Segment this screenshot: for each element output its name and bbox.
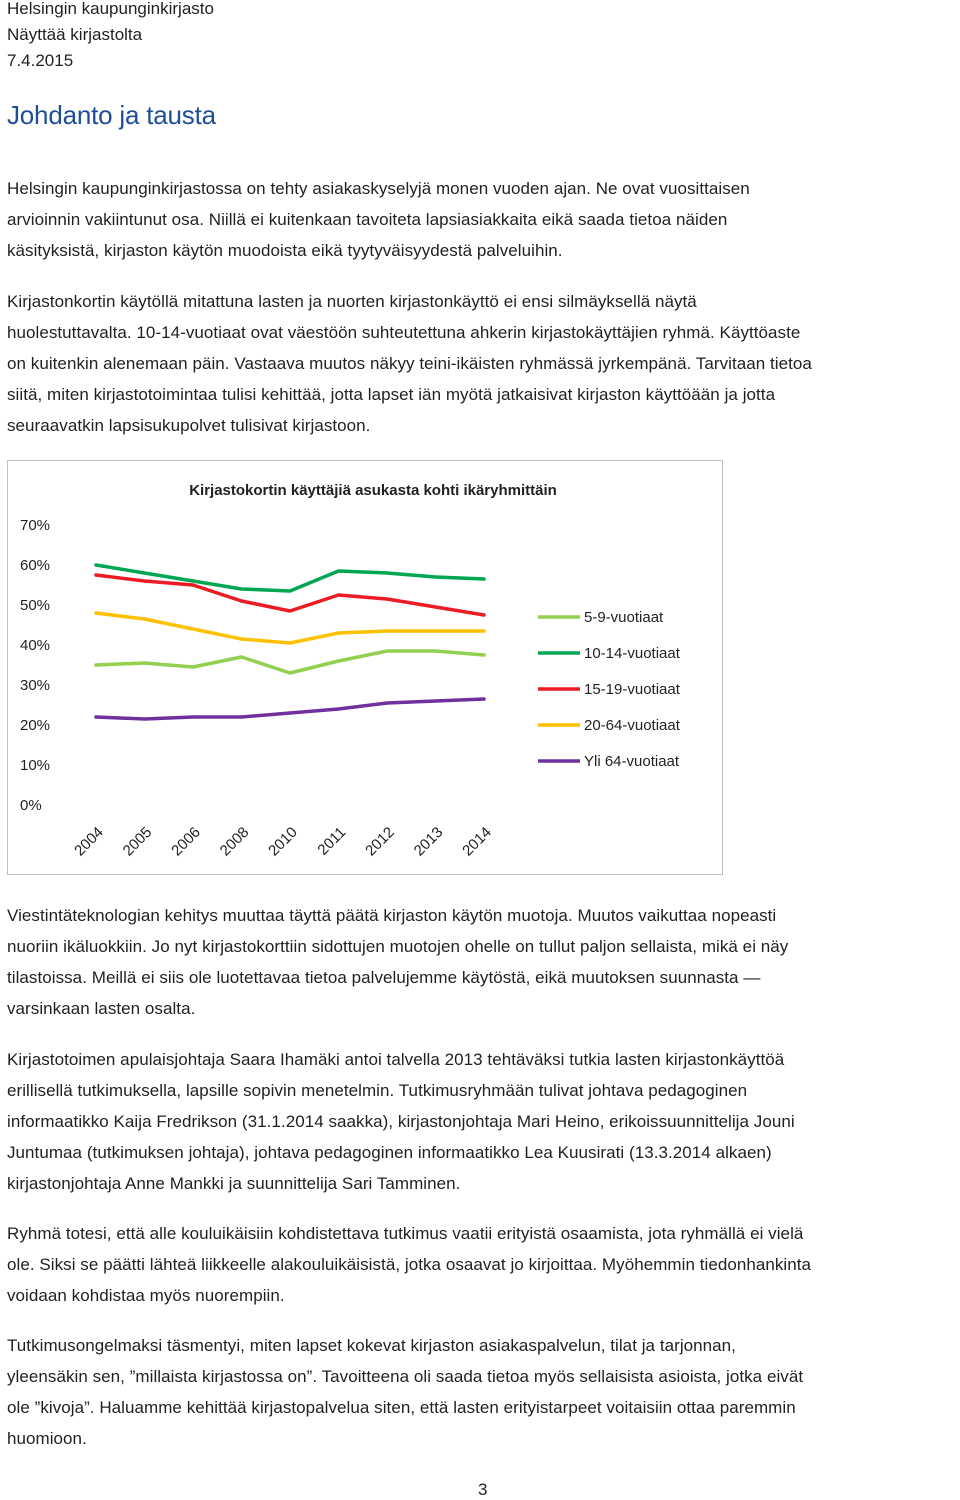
data-point	[434, 649, 437, 652]
data-point	[482, 577, 485, 580]
data-point	[143, 617, 146, 620]
data-point	[288, 711, 291, 714]
data-point	[143, 579, 146, 582]
data-point	[385, 571, 388, 574]
text-line: Tutkimusongelmaksi täsmentyi, miten lapset kokevat kirjaston asiakaspalvelun, tilat ja tarjonnan,	[7, 1336, 736, 1355]
paragraph-intro	[7, 173, 957, 266]
data-point	[240, 655, 243, 658]
data-point	[434, 629, 437, 632]
x-tick-label: 2012	[362, 823, 398, 860]
text-line: yleensäkin sen, ”millaista kirjastossa on”. Tavoitteena oli saada tietoa myös sellaisista asioista, jotka eivät	[7, 1367, 804, 1386]
data-point	[240, 637, 243, 640]
data-point	[434, 699, 437, 702]
series-line	[96, 699, 484, 719]
y-tick-label: 40%	[20, 637, 51, 654]
text-line: varsinkaan lasten osalta.	[7, 999, 196, 1018]
data-point	[337, 659, 340, 662]
text-line: informaatikko Kaija Fredrikson (31.1.2014 saakka), kirjastonjohtaja Mari Heino, erikoissuunnittelija Jouni	[7, 1112, 795, 1131]
text-line: siitä, miten kirjastotoimintaa tulisi kehittää, jotta lapset iän myötä jatkaisivat kirjaston käyttöään ja jotta	[7, 385, 776, 404]
paragraph-research-problem	[7, 1330, 957, 1454]
header-subtitle: Näyttää kirjastolta	[7, 25, 143, 44]
line-chart	[8, 461, 724, 876]
text-line: ole ”kivoja”. Haluamme kehittää kirjastopalvelua siten, että lasten erityistarpeet voitaisiin ottaa paremmin	[7, 1398, 796, 1417]
x-tick-label: 2008	[216, 823, 253, 860]
text-line: ole. Siksi se päätti lähteä liikkeelle alakouluikäisistä, jotka osaavat jo kirjoittaa. Myöhemmin tiedonhankinta	[7, 1255, 812, 1274]
section-title: Johdanto ja tausta	[7, 100, 216, 130]
series-line	[96, 613, 484, 643]
data-point	[240, 715, 243, 718]
text-line: arvioinnin vakiintunut osa. Niillä ei kuitenkaan tavoiteta lapsiasiakkaita eikä saada tietoa näiden	[7, 210, 728, 229]
header-org: Helsingin kaupunginkirjasto	[7, 0, 214, 18]
data-point	[385, 649, 388, 652]
data-point	[94, 611, 97, 614]
series-line	[96, 651, 484, 673]
legend-label: 5-9-vuotiaat	[584, 609, 664, 626]
paragraph-target-group	[7, 1218, 957, 1311]
y-tick-label: 30%	[20, 677, 51, 694]
text-line: käsityksistä, kirjaston käytön muodoista eikä tyytyväisyydestä palveluihin.	[7, 241, 563, 260]
text-line: voidaan kohdistaa myös nuorempiin.	[7, 1286, 285, 1305]
paragraph-library-card	[7, 286, 957, 441]
y-tick-label: 70%	[20, 517, 51, 534]
data-point	[385, 701, 388, 704]
legend-label: Yli 64-vuotiaat	[584, 753, 680, 770]
data-point	[288, 589, 291, 592]
y-tick-label: 0%	[20, 797, 42, 814]
text-line: huolestuttavalta. 10-14-vuotiaat ovat väestöön suhteutettuna ahkerin kirjastokäyttäjien ryhmä. Käyttöaste	[7, 323, 801, 342]
text-line: on kuitenkin alenemaan päin. Vastaava muutos näkyy teini-ikäisten ryhmässä jyrkempänä. Tarvitaan tietoa	[7, 354, 812, 373]
text-line: tilastoissa. Meillä ei siis ole luotettavaa tietoa palvelujemme käytöstä, eikä muutoksen suunnasta —	[7, 968, 761, 987]
data-point	[94, 563, 97, 566]
data-point	[337, 593, 340, 596]
data-point	[482, 697, 485, 700]
data-point	[434, 575, 437, 578]
x-tick-label: 2006	[168, 823, 204, 860]
data-point	[191, 579, 194, 582]
x-tick-label: 2004	[71, 823, 107, 860]
text-line: Kirjastotoimen apulaisjohtaja Saara Ihamäki antoi talvella 2013 tehtäväksi tutkia lasten kirjastonkäyttöä	[7, 1050, 785, 1069]
y-tick-label: 20%	[20, 717, 51, 734]
text-line: seuraavatkin lapsisukupolvet tulisivat kirjastoon.	[7, 416, 371, 435]
data-point	[385, 597, 388, 600]
data-point	[191, 715, 194, 718]
header-date: 7.4.2015	[7, 51, 74, 70]
paragraph-technology	[7, 900, 957, 1024]
data-point	[143, 571, 146, 574]
x-tick-label: 2005	[119, 823, 156, 860]
x-tick-label: 2014	[459, 823, 495, 860]
data-point	[482, 629, 485, 632]
chart-title: Kirjastokortin käyttäjiä asukasta kohti ikäryhmittäin	[189, 482, 557, 499]
data-point	[288, 671, 291, 674]
text-line: Helsingin kaupunginkirjastossa on tehty asiakaskyselyjä monen vuoden ajan. Ne ovat vuosittaisen	[7, 179, 750, 198]
data-point	[385, 629, 388, 632]
data-point	[337, 707, 340, 710]
data-point	[482, 613, 485, 616]
data-point	[337, 569, 340, 572]
x-tick-label: 2013	[410, 823, 447, 860]
data-point	[482, 653, 485, 656]
text-line: Ryhmä totesi, että alle kouluikäisiin kohdistettava tutkimus vaatii erityistä osaamista, jota ryhmällä ei vielä	[7, 1224, 804, 1243]
text-line: nuoriin ikäluokkiin. Jo nyt kirjastokorttiin sidottujen muotojen ohelle on tullut paljon sellaista, mikä ei näy	[7, 937, 789, 956]
data-point	[94, 663, 97, 666]
x-tick-label: 2010	[265, 823, 301, 860]
data-point	[94, 573, 97, 576]
data-point	[434, 605, 437, 608]
data-point	[240, 599, 243, 602]
text-line: huomioon.	[7, 1429, 87, 1448]
data-point	[288, 609, 291, 612]
data-point	[288, 641, 291, 644]
data-point	[191, 583, 194, 586]
data-point	[143, 717, 146, 720]
text-line: Viestintäteknologian kehitys muuttaa täyttä päätä kirjaston käytön muotoja. Muutos vaikuttaa nopeasti	[7, 906, 777, 925]
y-tick-label: 60%	[20, 557, 51, 574]
paragraph-research-group	[7, 1044, 957, 1199]
data-point	[143, 661, 146, 664]
legend-label: 15-19-vuotiaat	[584, 681, 680, 698]
legend-label: 20-64-vuotiaat	[584, 717, 680, 734]
y-tick-label: 10%	[20, 757, 51, 774]
text-line: erillisellä tutkimuksella, lapsille sopivin menetelmin. Tutkimusryhmään tulivat johtava pedagoginen	[7, 1081, 748, 1100]
series-line	[96, 565, 484, 591]
legend-label: 10-14-vuotiaat	[584, 645, 680, 662]
page-number: 3	[478, 1480, 488, 1499]
text-line: Kirjastonkortin käytöllä mitattuna lasten ja nuorten kirjastonkäyttö ei ensi silmäyksellä näytä	[7, 292, 697, 311]
data-point	[191, 665, 194, 668]
text-line: Juntumaa (tutkimuksen johtaja), johtava pedagoginen informaatikko Lea Kuusirati (13.3.2014 alkaen)	[7, 1143, 772, 1162]
data-point	[337, 631, 340, 634]
chart-frame	[7, 460, 723, 875]
text-line: kirjastonjohtaja Anne Mankki ja suunnittelija Sari Tamminen.	[7, 1174, 461, 1193]
data-point	[240, 587, 243, 590]
y-tick-label: 50%	[20, 597, 51, 614]
data-point	[94, 715, 97, 718]
x-tick-label: 2011	[314, 823, 350, 859]
data-point	[191, 627, 194, 630]
series-line	[96, 575, 484, 615]
